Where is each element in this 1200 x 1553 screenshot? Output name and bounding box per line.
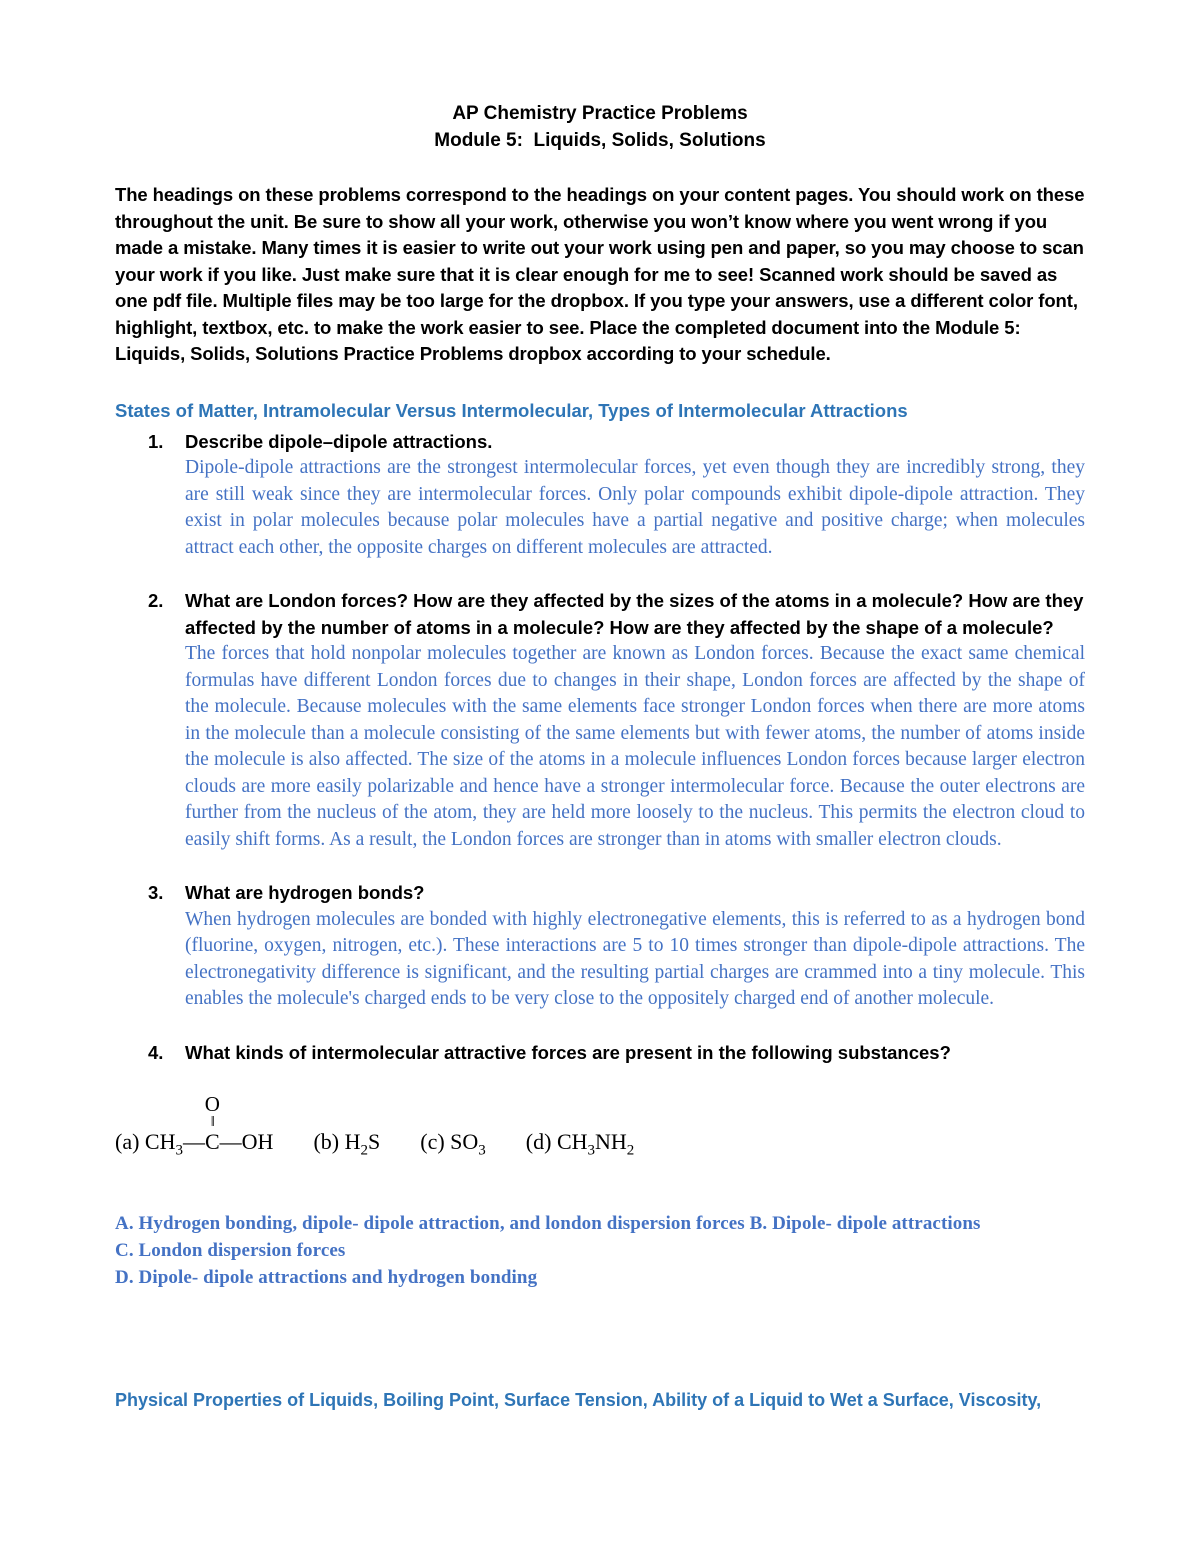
- formula-item-d: [526, 1128, 635, 1164]
- question-number: 3.: [148, 882, 164, 903]
- document-title: [115, 100, 1085, 154]
- intro-paragraph: The headings on these problems correspond to the headings on your content pages. You should work on these throughout the unit. Be sure to show all your work, otherwise you won’t know where you went wrong if you made a mistake. Many times it is easier to write out your work using pen and paper, so you may choose to scan your work if you like. Just make sure that it is clear enough for me to see! Scanned work should be saved as one pdf file. Multiple files may be too large for the dropbox. If you type your answers, use a different color font, highlight, textbox, etc. to make the work easier to see. Place the completed document into the Module 5: Liquids, Solids, Solutions Practice Problems dropbox according to your schedule.: [115, 184, 1085, 364]
- answer-key-line-c: C. London dispersion forces: [115, 1240, 346, 1262]
- formula-text: (d) CH: [525, 1129, 588, 1154]
- question-item-2: [148, 588, 1085, 853]
- formula-item-b: [313, 1128, 380, 1164]
- formula-subscript: 2: [360, 1142, 368, 1159]
- question-list: [115, 429, 1085, 1067]
- formula-item-c: [420, 1128, 486, 1164]
- formula-text: S: [368, 1129, 381, 1154]
- section-heading-intermolecular: States of Matter, Intramolecular Versus Intermolecular, Types of Intermolecular Attractions: [115, 399, 908, 421]
- question-row: [148, 1040, 1085, 1067]
- answer-key-line-d: D. Dipole- dipole attractions and hydrogen bonding: [115, 1267, 538, 1289]
- question-item-3: [148, 880, 1085, 1013]
- answer-key-line-a-b: A. Hydrogen bonding, dipole- dipole attraction, and london dispersion forces B. Dipole- dipole attractions: [115, 1213, 981, 1235]
- formula-text: NH: [595, 1129, 627, 1154]
- chemical-formula-figure: [115, 1080, 1085, 1164]
- answer-key-block: [115, 1210, 1085, 1291]
- answer-text: The forces that hold nonpolar molecules together are known as London forces. Because the exact same chemical formulas have different London forces due to changes in their shape, London forces are affected by the shape of the molecule. Because molecules with the same elements face stronger London forces when there are more atoms in the molecule than a molecule consisting of the same elements but with fewer atoms, the number of atoms inside the molecule is also affected. The size of the atoms in a molecule influences London forces because larger electron clouds are more easily polarizable and hence have a stronger intermolecular force. Because the outer electrons are further from the nucleus of the atom, they are held more loosely to the nucleus. This permits the electron cloud to easily shift forms. As a result, the London forces are stronger than in atoms with smaller electron clouds.: [185, 643, 1085, 850]
- answer-text: When hydrogen molecules are bonded with highly electronegative elements, this is referred to as a hydrogen bond (fluorine, oxygen, nitrogen, etc.). These interactions are 5 to 10 times stronger than dipole-dipole attractions. The electronegativity difference is significant, and the resulting partial charges are crammed into a tiny molecule. This enables the molecule's charged ends to be very close to the oppositely charged end of another molecule.: [185, 908, 1085, 1009]
- answer-text: Dipole-dipole attractions are the strongest intermolecular forces, yet even though they are incredibly strong, they are still weak since they are intermolecular forces. Only polar compounds exhibit dipole-dipole attraction. They exist in polar molecules because polar molecules have a partial negative and positive charge; when molecules attract each other, the opposite charges on different molecules are attracted.: [185, 457, 1085, 558]
- carbonyl-group: [204, 1092, 220, 1156]
- formula-text: (b) H: [313, 1129, 361, 1154]
- question-text: What kinds of intermolecular attractive forces are present in the following substances?: [185, 1041, 951, 1063]
- formula-text: OH: [241, 1129, 274, 1154]
- formula-text: (c) SO: [420, 1129, 479, 1154]
- title-line-2: Module 5: Liquids, Solids, Solutions: [434, 130, 766, 151]
- formula-subscript: 2: [626, 1142, 635, 1159]
- bond-dash: —: [219, 1129, 242, 1154]
- question-text: What are hydrogen bonds?: [185, 882, 425, 903]
- carbonyl-oxygen: O: [204, 1092, 220, 1117]
- question-text: Describe dipole–dipole attractions.: [185, 430, 493, 452]
- formula-subscript: 3: [175, 1142, 183, 1159]
- formula-subscript: 3: [478, 1142, 486, 1159]
- question-number: 1.: [148, 430, 164, 452]
- formula-item-a: [115, 1092, 274, 1164]
- carbonyl-top: [205, 1093, 220, 1130]
- question-row: [148, 880, 1085, 907]
- question-number: 2.: [148, 590, 164, 611]
- question-text: What are London forces? How are they affected by the sizes of the atoms in a molecule? How are they affected by the number of atoms in a molecule? How are they affected by the shape of a molecule?: [185, 590, 1084, 638]
- carbonyl-carbon: C: [204, 1129, 220, 1154]
- title-line-1: AP Chemistry Practice Problems: [452, 103, 748, 124]
- bond-dash: —: [182, 1129, 205, 1154]
- double-bond-icon: ‖: [210, 1114, 214, 1131]
- question-row: [148, 429, 1085, 456]
- question-item-4: [148, 1040, 1085, 1067]
- formula-subscript: 3: [587, 1142, 596, 1159]
- section-heading-physical-properties: Physical Properties of Liquids, Boiling Point, Surface Tension, Ability of a Liquid to Wet a Surface, Viscosity,: [115, 1390, 1042, 1411]
- formula-text: (a) CH: [115, 1129, 176, 1154]
- question-number: 4.: [148, 1041, 164, 1063]
- question-row: [148, 588, 1085, 641]
- question-item-1: [148, 429, 1085, 562]
